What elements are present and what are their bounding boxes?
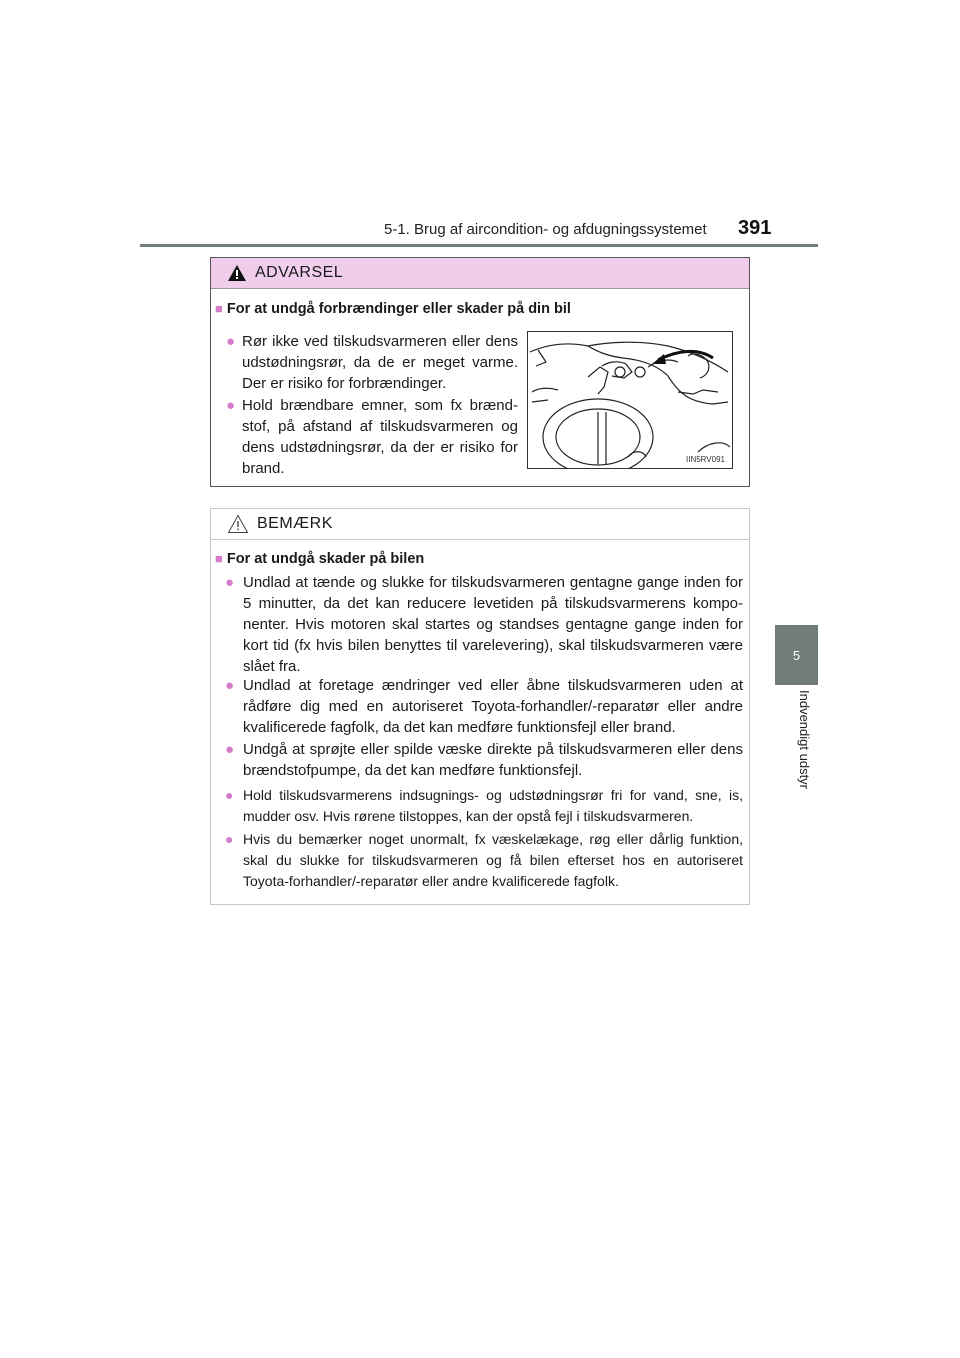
caution-triangle-outline-icon [227,514,249,534]
notice-heading-text: For at undgå skader på bilen [226,551,425,567]
warning-item [226,395,518,479]
notice-item-text: Hold tilskudsvarmerens indsugnings- og udstødningsrør fri for vand, sne, is, mudder osv. Hvis rørene tilstoppes, kan der opstå fejl i tilskudsvarmeren. [243,787,743,824]
notice-title: BEMÆRK [257,515,333,532]
notice-box [210,508,750,905]
heater-exhaust-illustration [527,331,733,469]
chapter-label: Indvendigt udstyr [797,690,812,790]
notice-header [211,509,749,540]
notice-item [225,785,743,827]
notice-item-text: Undlad at tænde og slukke for tilskudsvarmeren gentagne gange inden for 5 minutter, da det kan reducere levetiden på tilskudsvarmerens kompo-nenter. Hvis motoren skal startes og standses gentagne gange inden for kort tid (fx hvis bilen benyttes til varelevering), skal tilskudsvarmeren være slået fra. [243,574,743,675]
notice-item-text: Hvis du bemærker noget unormalt, fx væskelækage, røg eller dårlig funktion, skal du slukke for tilskudsvarmeren og få bilen efterset hos en autoriseret Toyota-forhandler/-reparatør eller andre kvalificerede fagfolk. [243,831,743,889]
warning-item-text: Rør ikke ved tilskudsvarmeren eller dens udstødningsrør, da de er meget varme. Der er risiko for forbrændinger. [242,333,518,392]
bullet-dot-icon: ● [225,831,234,847]
bullet-dot-icon: ● [225,787,234,803]
notice-item [225,739,743,781]
section-title: 5-1. Brug af aircondition- og afdugningssystemet [384,221,707,238]
warning-title: ADVARSEL [255,264,344,281]
bullet-dot-icon: ● [225,574,235,591]
header-divider [140,244,818,247]
notice-item [225,675,743,738]
warning-item-text: Hold brændbare emner, som fx brænd-stof, på afstand af tilskudsvarmeren og dens udstødningsrør, da der er risiko for brand. [242,397,518,477]
warning-item [226,331,518,394]
notice-heading [215,551,424,567]
notice-item-text: Undgå at sprøjte eller spilde væske direkte på tilskudsvarmeren eller dens brændstofpumpe, da det kan medføre funktionsfejl. [243,741,743,779]
bullet-dot-icon: ● [226,397,236,414]
page-number: 391 [738,217,772,239]
figure-code: IIN5RV091 [686,455,725,464]
warning-box [210,257,750,487]
notice-item [225,829,743,892]
bullet-dot-icon: ● [225,741,235,758]
car-front-fender-illustration [528,332,732,468]
notice-item-text: Undlad at foretage ændringer ved eller åbne tilskudsvarmeren uden at rådføre dig med en autoriseret Toyota-forhandler/-reparatør eller andre kvalificerede fagfolk, da det kan medføre funktionsfejl eller brand. [243,677,743,736]
square-bullet-icon: ■ [215,551,223,566]
warning-header [211,258,749,289]
warning-triangle-icon [227,264,247,282]
chapter-tab [775,625,818,685]
warning-heading-text: For at undgå forbrændinger eller skader på din bil [226,301,571,317]
square-bullet-icon: ■ [215,301,223,316]
warning-heading [215,301,571,317]
bullet-dot-icon: ● [225,677,235,694]
chapter-number: 5 [792,647,801,663]
bullet-dot-icon: ● [226,333,236,350]
notice-item [225,572,743,677]
